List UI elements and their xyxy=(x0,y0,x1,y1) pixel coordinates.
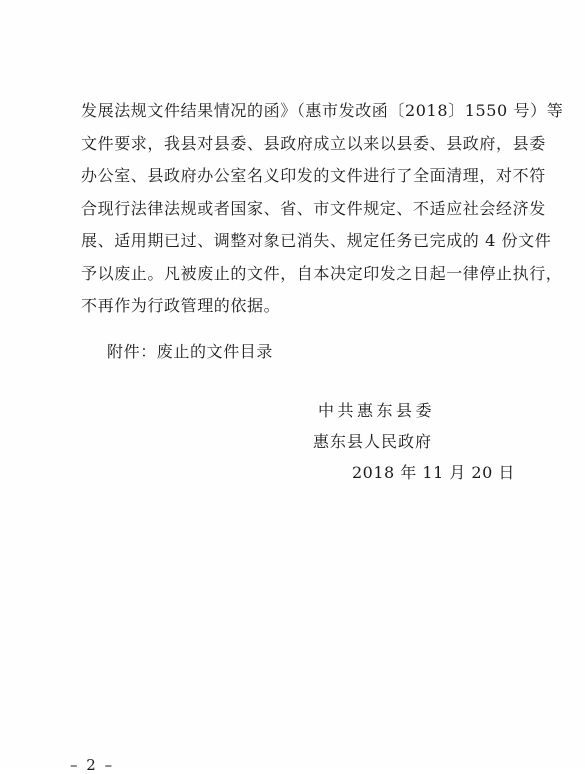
body-line-4: 合现行法律法规或者国家、省、市文件规定、不适应社会经济发 xyxy=(81,198,546,218)
body-line-5: 展、适用期已过、调整对象已消失、规定任务已完成的 4 份文件 xyxy=(81,231,552,250)
page-number: – 2 – xyxy=(70,756,115,774)
document-body xyxy=(81,95,564,323)
body-line-2: 文件要求，我县对县委、县政府成立以来以县委、县政府，县委 xyxy=(81,133,546,153)
body-line-6: 予以废止。凡被废止的文件，自本决定印发之日起一律停止执行， xyxy=(81,263,563,283)
body-line-7: 不再作为行政管理的依据。 xyxy=(81,296,281,315)
signature-date: 2018 年 11 月 20 日 xyxy=(352,463,515,482)
attachment-line: 附件：废止的文件目录 xyxy=(107,342,274,361)
body-line-3: 办公室、县政府办公室名义印发的文件进行了全面清理，对不符 xyxy=(81,166,546,185)
signature-org-party-committee: 中共惠东县委 xyxy=(318,401,436,420)
body-line-1: 发展法规文件结果情况的函》（惠市发改函〔2018〕1550 号）等 xyxy=(81,101,564,120)
signature-org-government: 惠东县人民政府 xyxy=(313,432,433,451)
